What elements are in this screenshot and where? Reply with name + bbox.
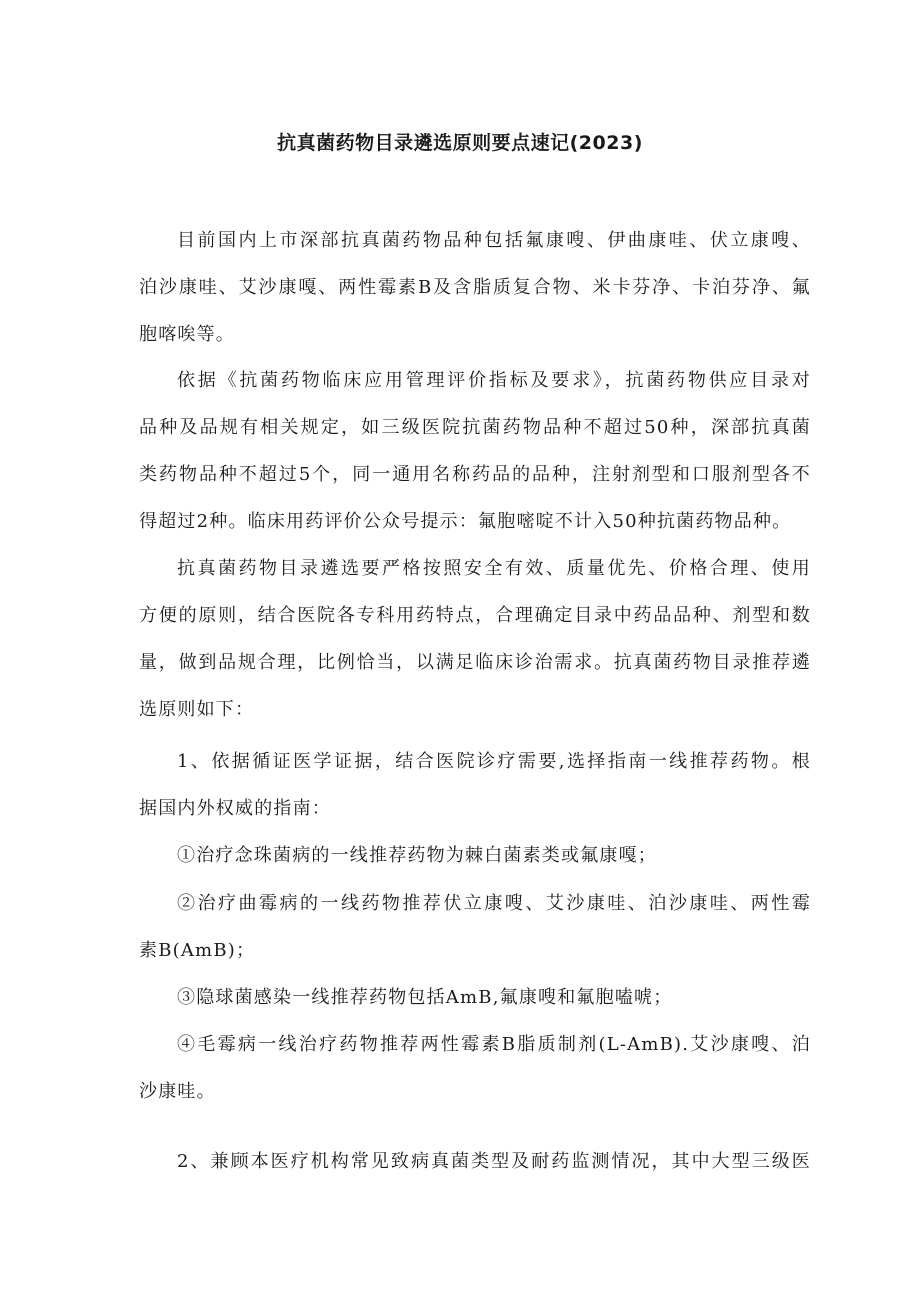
paragraph-principles — [139, 545, 811, 733]
paragraph-candidiasis — [139, 832, 811, 879]
text-line: 目前国内上市深部抗真菌药物品种包括氟康嗖、伊曲康哇、伏立康嗖、 — [177, 230, 811, 251]
text-line: ①治疗念珠菌病的一线推荐药物为棘白菌素类或氟康嘎； — [177, 845, 657, 866]
text-line: 据国内外权威的指南： — [139, 798, 331, 819]
text-line: 品种及品规有相关规定，如三级医院抗菌药物品种不超过50种，深部抗真菌 — [139, 417, 811, 438]
text-line: 量，做到品规合理，比例恰当，以满足临床诊治需求。抗真菌药物目录推荐遴 — [139, 652, 811, 673]
paragraph-point-2 — [139, 1138, 811, 1185]
text-line: ④毛霉病一线治疗药物推荐两性霉素B脂质制剂(L-AmB).艾沙康嗖、泊 — [177, 1034, 811, 1055]
text-line: 2、兼顾本医疗机构常见致病真菌类型及耐药监测情况，其中大型三级医 — [177, 1151, 811, 1172]
text-line: 得超过2种。临床用药评价公众号提示：氟胞嘧啶不计入50种抗菌药物品种。 — [139, 511, 792, 532]
text-line: 沙康哇。 — [139, 1081, 216, 1102]
paragraph-mucormycosis — [139, 1021, 811, 1115]
text-line: 方便的原则，结合医院各专科用药特点，合理确定目录中药品品种、剂型和数 — [139, 605, 811, 626]
text-line: 选原则如下： — [139, 699, 255, 720]
document-title: 抗真菌药物目录遴选原则要点速记(2023) — [277, 132, 643, 154]
text-line: 依据《抗菌药物临床应用管理评价指标及要求》，抗菌药物供应目录对 — [177, 370, 811, 391]
paragraph-intro — [139, 217, 811, 358]
text-line: 泊沙康哇、艾沙康嘎、两性霉素B及含脂质复合物、米卡芬净、卡泊芬净、氟 — [139, 277, 811, 298]
paragraph-point-1 — [139, 738, 811, 832]
paragraph-regulation — [139, 357, 811, 545]
paragraph-aspergillosis — [139, 880, 811, 974]
text-line: 胞喀唉等。 — [139, 324, 235, 345]
text-line: ②治疗曲霉病的一线药物推荐伏立康嗖、艾沙康哇、泊沙康哇、两性霉 — [177, 893, 811, 914]
paragraph-cryptococcosis — [139, 974, 811, 1021]
text-line: 1、依据循证医学证据，结合医院诊疗需要,选择指南一线推荐药物。根 — [177, 751, 811, 772]
text-line: ③隐球菌感染一线推荐药物包括AmB,氟康嗖和氟胞嗑唬； — [177, 987, 673, 1008]
text-line: 抗真菌药物目录遴选要严格按照安全有效、质量优先、价格合理、使用 — [177, 558, 811, 579]
text-line: 类药物品种不超过5个，同一通用名称药品的品种，注射剂型和口服剂型各不 — [139, 464, 811, 485]
text-line: 素B(AmB)； — [139, 940, 256, 961]
